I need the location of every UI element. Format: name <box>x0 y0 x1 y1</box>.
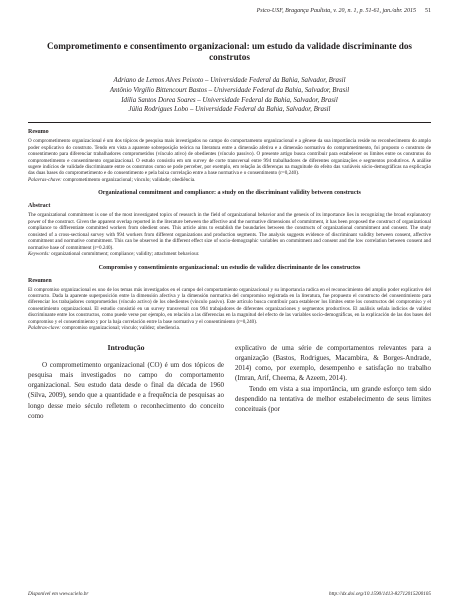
author-line: Idília Santos Dorea Soares – Universidade Federal da Bahia, Salvador, Brasil <box>121 96 338 104</box>
resumen-section <box>28 265 431 332</box>
resumen-keywords <box>28 325 431 331</box>
article-title: Comprometimento e consentimento organizacional: um estudo da validade discriminante dos construtos <box>46 41 413 62</box>
author-list <box>28 76 431 115</box>
paragraph: explicativo de uma série de comportamentos relevantes para a organização (Bastos, Rodrigues, Macambira, & Borges-Andrade, 2014) como, por exemplo, desempenho e satisfação no trabalho (Imran, Arif, Cheema, & Azeem, 2014). <box>235 343 431 383</box>
author-line: Adriano de Lemos Alves Peixoto – Universidade Federal da Bahia, Salvador, Brasil <box>113 77 346 84</box>
right-column <box>235 343 431 421</box>
keywords-label: Palabras-clave: <box>28 325 61 332</box>
divider <box>28 122 431 123</box>
resumo-heading: Resumo <box>28 129 49 136</box>
doi-link[interactable]: http://dx.doi.org/10.1590/1413-82712015200105 <box>329 591 431 597</box>
resumen-body: El compromiso organizacional es uno de los temas más investigados en el campo del comportamiento organizacional y su importancia radica en el reconocimiento del amplio poder explicativo del constructo. Dada la aparente superposición entre la dimensión afectiva y la dimensión normativa del compromiso registrada en la literatura, fue propuesto el constructo del consentimiento para diferenciar los trabajadores comprometidos (vínculo activo) de los obedientes (vínculo pasivo). Este artículo busca contribuir para establecer los límites entre los constructos del compromiso y el consentimiento organizacional. El estudio consistió en un survey transversal con 994 trabajadores de diferentes organizaciones y segmentos productivos. El análisis señala indicios de validez discriminante entre los constructos, como puede verse por ejemplo, en relación a las diferencias en la magnitud del efecto de las variables socio-demográficas, en la explicación de las dos bases del compromiso y el consentimiento y por la baja correlación entre la base normativa y el consentimiento (r=0,240). <box>28 286 431 325</box>
page-number: 51 <box>425 8 431 14</box>
resumen-heading: Resumen <box>28 277 52 284</box>
keywords-label: Keywords: <box>28 251 50 258</box>
resumo-keywords <box>28 177 431 183</box>
author-line: Júlia Rodrigues Lobo – Universidade Federal da Bahia, Salvador, Brasil <box>128 106 331 114</box>
resumo-body: O comprometimento organizacional é um dos tópicos de pesquisa mais investigados no campo do comportamento organizacional e a gênese da sua importância reside no reconhecimento do amplo poder explicativo do construto. Tendo em vista a aparente sobreposição teórica na literatura entre a dimensão afetiva e a dimensão normativa do comprometimento, foi proposto o construto de consentimento para diferenciar trabalhadores comprometidos (vínculo ativo) de obedientes (vínculo passivo). O presente artigo busca contribuir para estabelecer os limites entre os construtos do comprometimento e consentimento organizacional. O estudo consistiu em um survey de corte transversal entre 994 trabalhadores de diferentes organizações e segmentos produtivos. A análise sugere indícios de validade discriminante entre os construtos como se pode perceber, por exemplo, em relação às diferenças na magnitude do efeito das variáveis sócio-demográficas na explicação das duas bases do comprometimento e do consentimento e pela baixa correlação entre a base normativa e o consentimento (r=0,240). <box>28 138 431 177</box>
keywords-text: organizational commitment; compliance; validity; attachment behaviour. <box>51 251 200 258</box>
spanish-title: Compromiso y consentimiento organizacional: un estudio de validez discriminante de los constructos <box>98 264 361 271</box>
resumo-section <box>28 129 431 183</box>
author-line: Antônio Virgílio Bittencourt Bastos – Universidade Federal da Bahia, Salvador, Brasil <box>109 86 350 94</box>
abstract-section <box>28 190 431 257</box>
keywords-text: comprometimento organizacional; vínculo; validade; obediência. <box>62 176 196 183</box>
running-head <box>28 7 431 15</box>
journal-citation: Psico-USF, Bragança Paulista, v. 20, n. 1, p. 51-61, jan./abr. 2015 <box>256 8 416 14</box>
keywords-label: Palavras-chave: <box>28 176 62 183</box>
paragraph: O comprometimento organizacional (CO) é um dos tópicos de pesquisa mais investigados no campo do comportamento organizacional. Seu estudo data desde o final da década de 1960 (Silva, 2009), sendo que a quantidade e a frequência de pesquisas ao longo desse meio século refletem o reconhecimento do conceito como <box>28 360 224 420</box>
body-columns <box>28 343 431 421</box>
abstract-keywords <box>28 251 431 257</box>
keywords-text: compromiso organizacional; vínculo; validez; obediencia. <box>62 325 181 332</box>
paragraph: Tendo em vista a sua importância, um grande esforço tem sido despendido na tentativa de melhor estabelecimento de seus limites conceituais (por <box>235 384 431 413</box>
abstract-body: The organizational commitment is one of the most investigated topics of research in the field of organizational behavior and the genesis of its importance lies in recognizing the broad explanatory power of the construct. Given the apparent overlap reported in the literature between the affective and the normative dimensions of commitment, it has been proposed the construct of organizational compliance to differentiate committed workers from obedient ones. This article aims to establish the boundaries between the constructs of organizational commitment and consent. The study consisted of a cross-sectional survey with 994 workers from different organizations and production segments. The analysis suggests evidence of discriminant validity between consent, affective commitment and normative commitment. This can be observed in the different effect size of socio-demographic variables on commitment and consent and the low correlation between consent and normative base of commitment (r=0.240). <box>28 212 431 251</box>
availability-note: Disponível em www.scielo.br <box>28 591 89 597</box>
section-heading-introducao: Introdução <box>107 342 145 352</box>
abstract-heading: Abstract <box>28 203 51 210</box>
english-title: Organizational commitment and compliance: a study on the discriminant validity between constructs <box>98 190 361 197</box>
left-column <box>28 343 224 421</box>
